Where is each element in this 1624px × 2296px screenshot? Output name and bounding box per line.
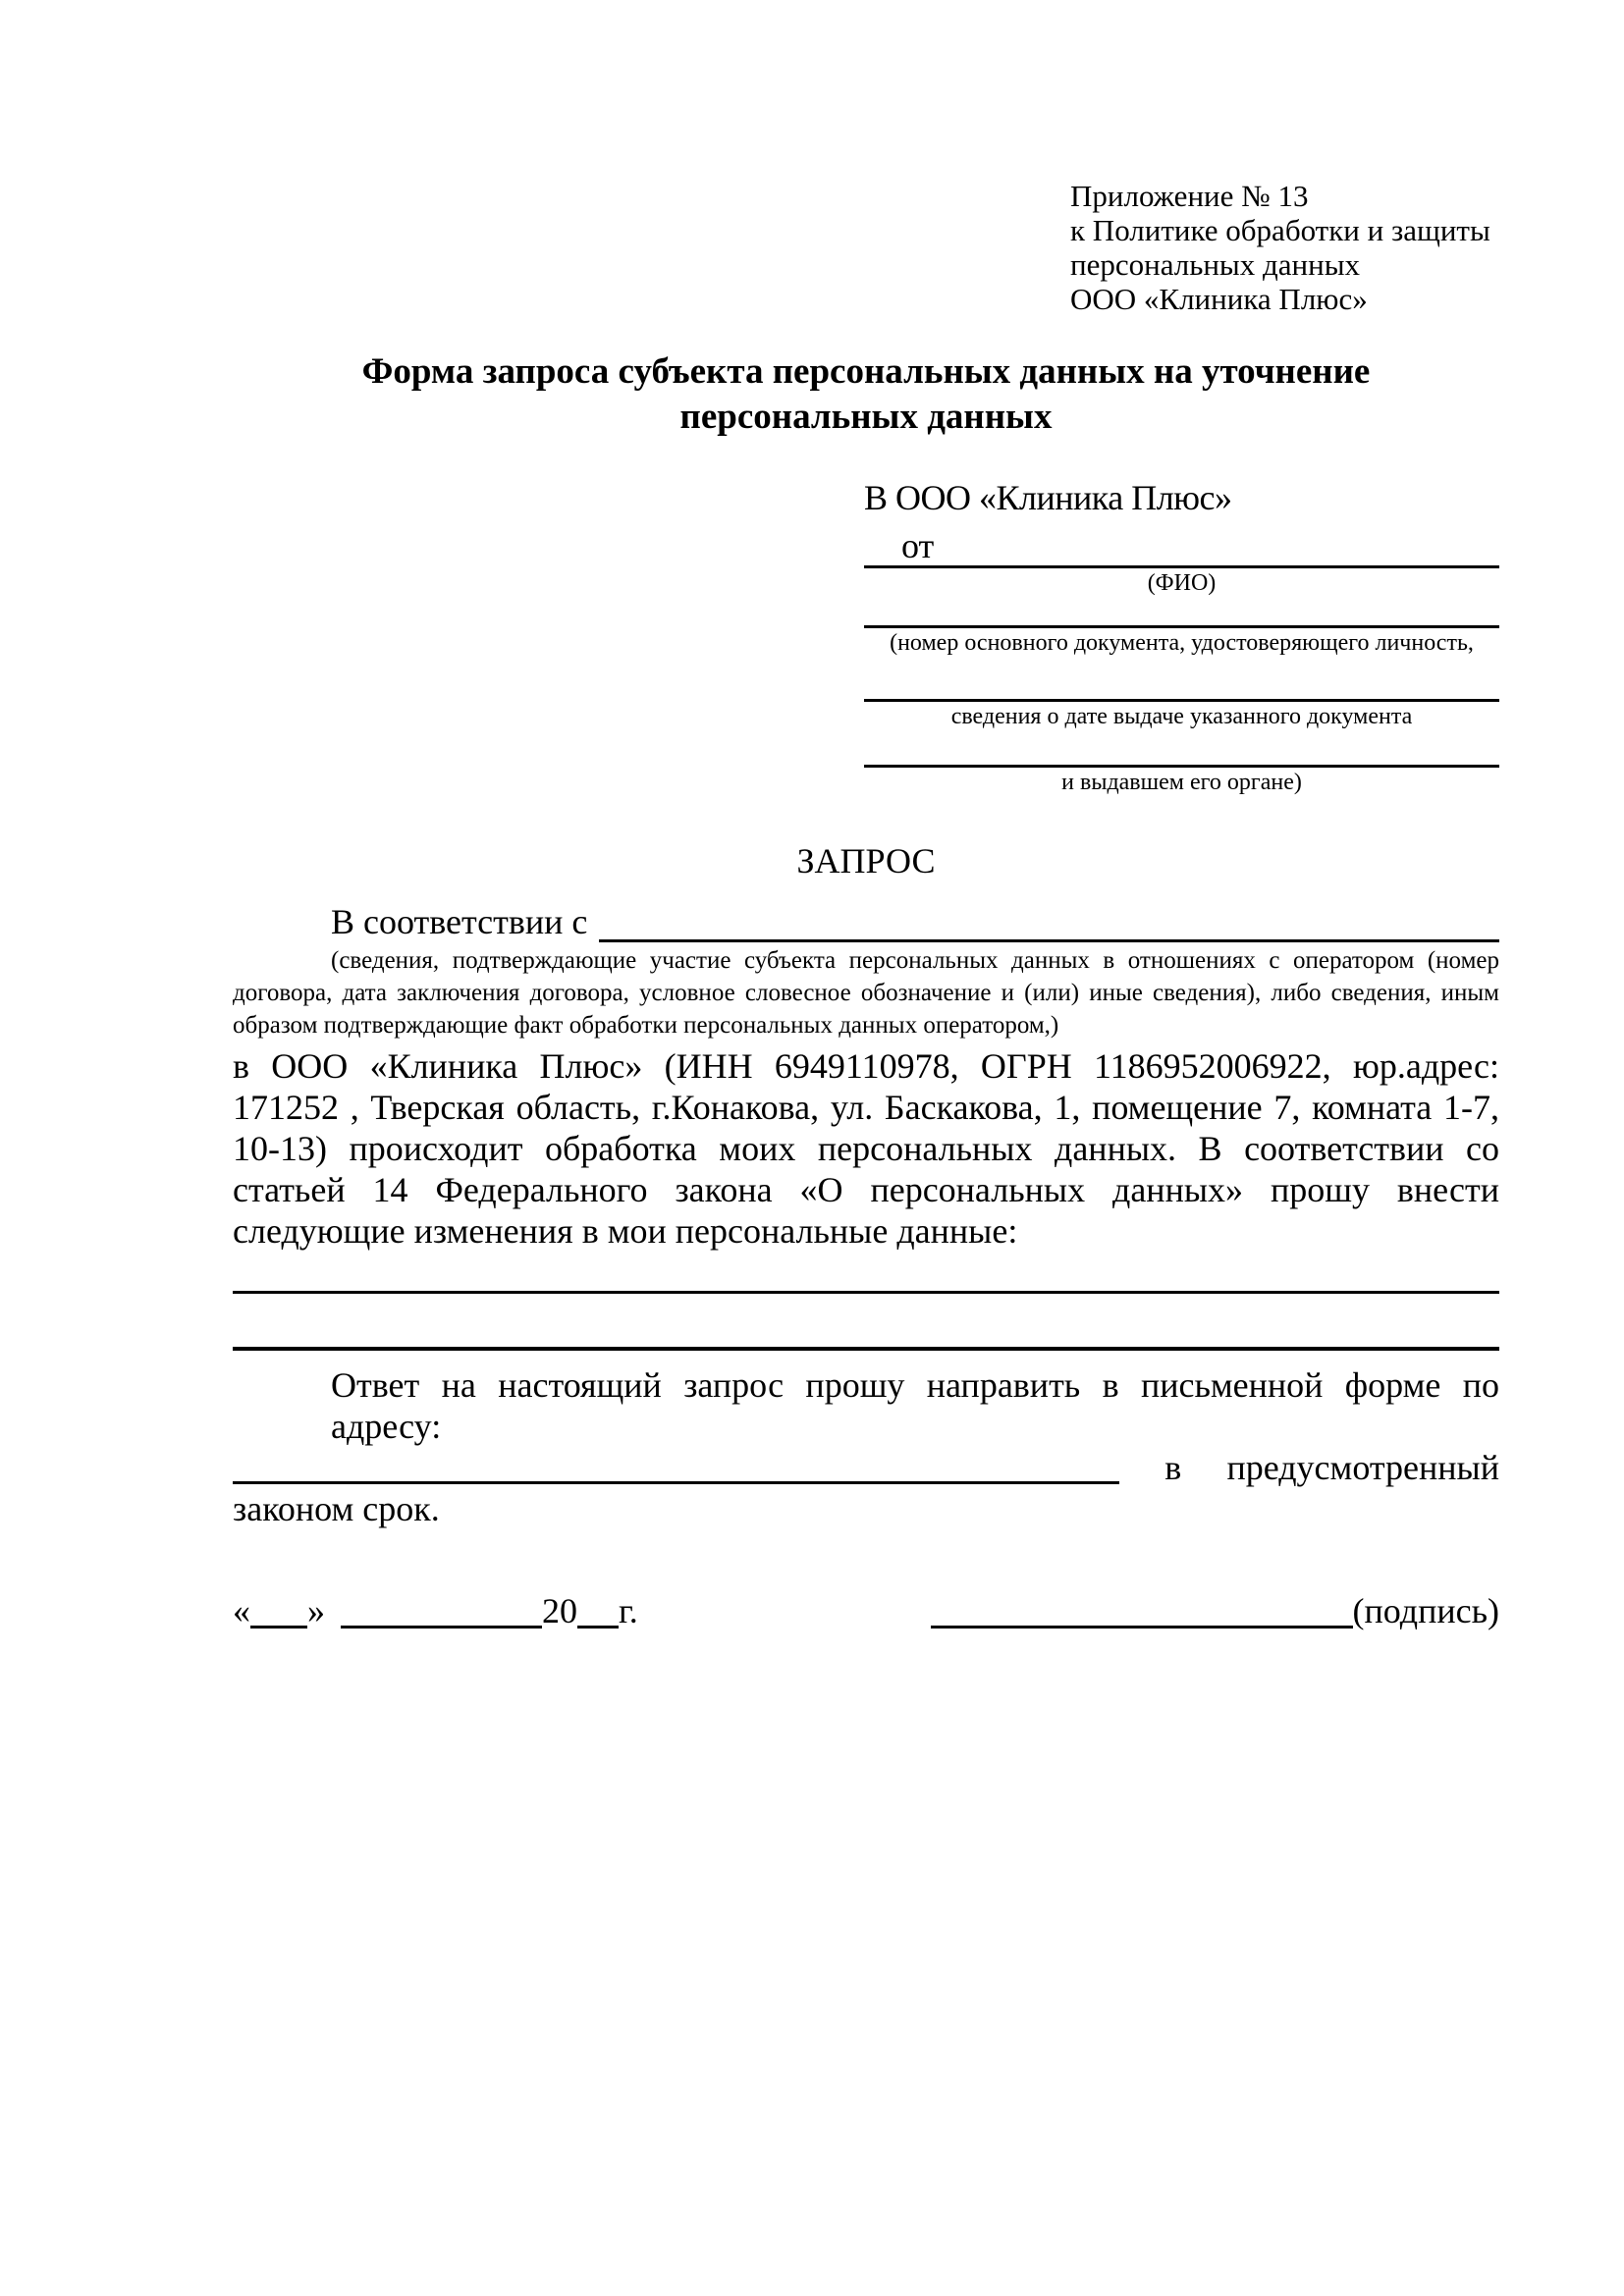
- changes-blank-line-1: [233, 1291, 1499, 1294]
- date-open-quote: «: [233, 1591, 250, 1630]
- document-number-field: [864, 625, 1499, 658]
- addressee-block: [864, 477, 1499, 797]
- signature-blank-line: [931, 1600, 1353, 1629]
- reply-word-due: предусмотренный: [1226, 1448, 1499, 1487]
- document-number-caption: (номер основного документа, удостоверяющего личность,: [890, 630, 1474, 656]
- signature-field: [931, 1590, 1499, 1631]
- reply-paragraph-line1: Ответ на настоящий запрос прошу направить в письменной форме по адресу:: [331, 1365, 1499, 1446]
- issue-date-caption: сведения о дате выдаче указанного документа: [950, 704, 1413, 729]
- request-heading: ЗАПРОС: [796, 841, 936, 881]
- date-close-quote: »: [307, 1591, 325, 1630]
- appendix-line: персональных данных: [1070, 247, 1361, 282]
- appendix-line: ООО «Клиника Плюс»: [1070, 282, 1368, 316]
- changes-blank-line-2: [233, 1347, 1499, 1351]
- appendix-block: [1070, 0, 1526, 316]
- date-century: 20: [542, 1591, 577, 1630]
- date-month-blank: [341, 1600, 542, 1629]
- issuing-authority-field: [864, 765, 1499, 797]
- form-title: Форма запроса субъекта персональных данных на уточнение персональных данных: [361, 351, 1371, 437]
- addressee-organization: В ООО «Клиника Плюс»: [864, 478, 1232, 517]
- date-field: [233, 1590, 638, 1631]
- accordance-label: В соответствии с: [331, 902, 588, 941]
- accordance-blank-line: [599, 931, 1499, 942]
- issue-date-field: [864, 699, 1499, 731]
- accordance-row: [233, 901, 1499, 942]
- fio-field: [864, 565, 1499, 598]
- date-day-blank: [250, 1600, 307, 1629]
- issuing-authority-caption: и выдавшем его органе): [1061, 770, 1302, 795]
- reply-word-in: в: [1164, 1448, 1182, 1487]
- reply-paragraph-line2: [233, 1447, 1499, 1488]
- date-era-suffix: г.: [619, 1591, 638, 1630]
- signature-caption: (подпись): [1352, 1591, 1499, 1630]
- address-blank-line: [233, 1472, 1119, 1484]
- appendix-line: Приложение № 13: [1070, 179, 1309, 213]
- fio-caption: (ФИО): [1147, 570, 1217, 596]
- addressee-from-label: от: [901, 526, 935, 565]
- date-year-blank: [577, 1600, 619, 1629]
- footnote-text: (сведения, подтверждающие участие субъекта персональных данных в отношениях с оператором (номер договора, дата заключения договора, условное словесное обозначение и (или) иные сведения), либо сведения, иным образом подтверждающие факт обработки персональных данных оператором,): [233, 947, 1499, 1039]
- appendix-line: к Политике обработки и защиты: [1070, 213, 1490, 247]
- body-paragraph: в ООО «Клиника Плюс» (ИНН 6949110978, ОГРН 1186952006922, юр.адрес: 171252 , Тверская область, г.Конакова, ул. Баскакова, 1, помещение 7, комната 1-7, 10-13) происходит обработка моих персональных данных. В соответствии со статьей 14 Федерального закона «О персональных данных» прошу внести следующие изменения в мои персональные данные:: [233, 1046, 1499, 1251]
- date-signature-row: [233, 1590, 1499, 1631]
- reply-paragraph-line3: законом срок.: [233, 1489, 440, 1528]
